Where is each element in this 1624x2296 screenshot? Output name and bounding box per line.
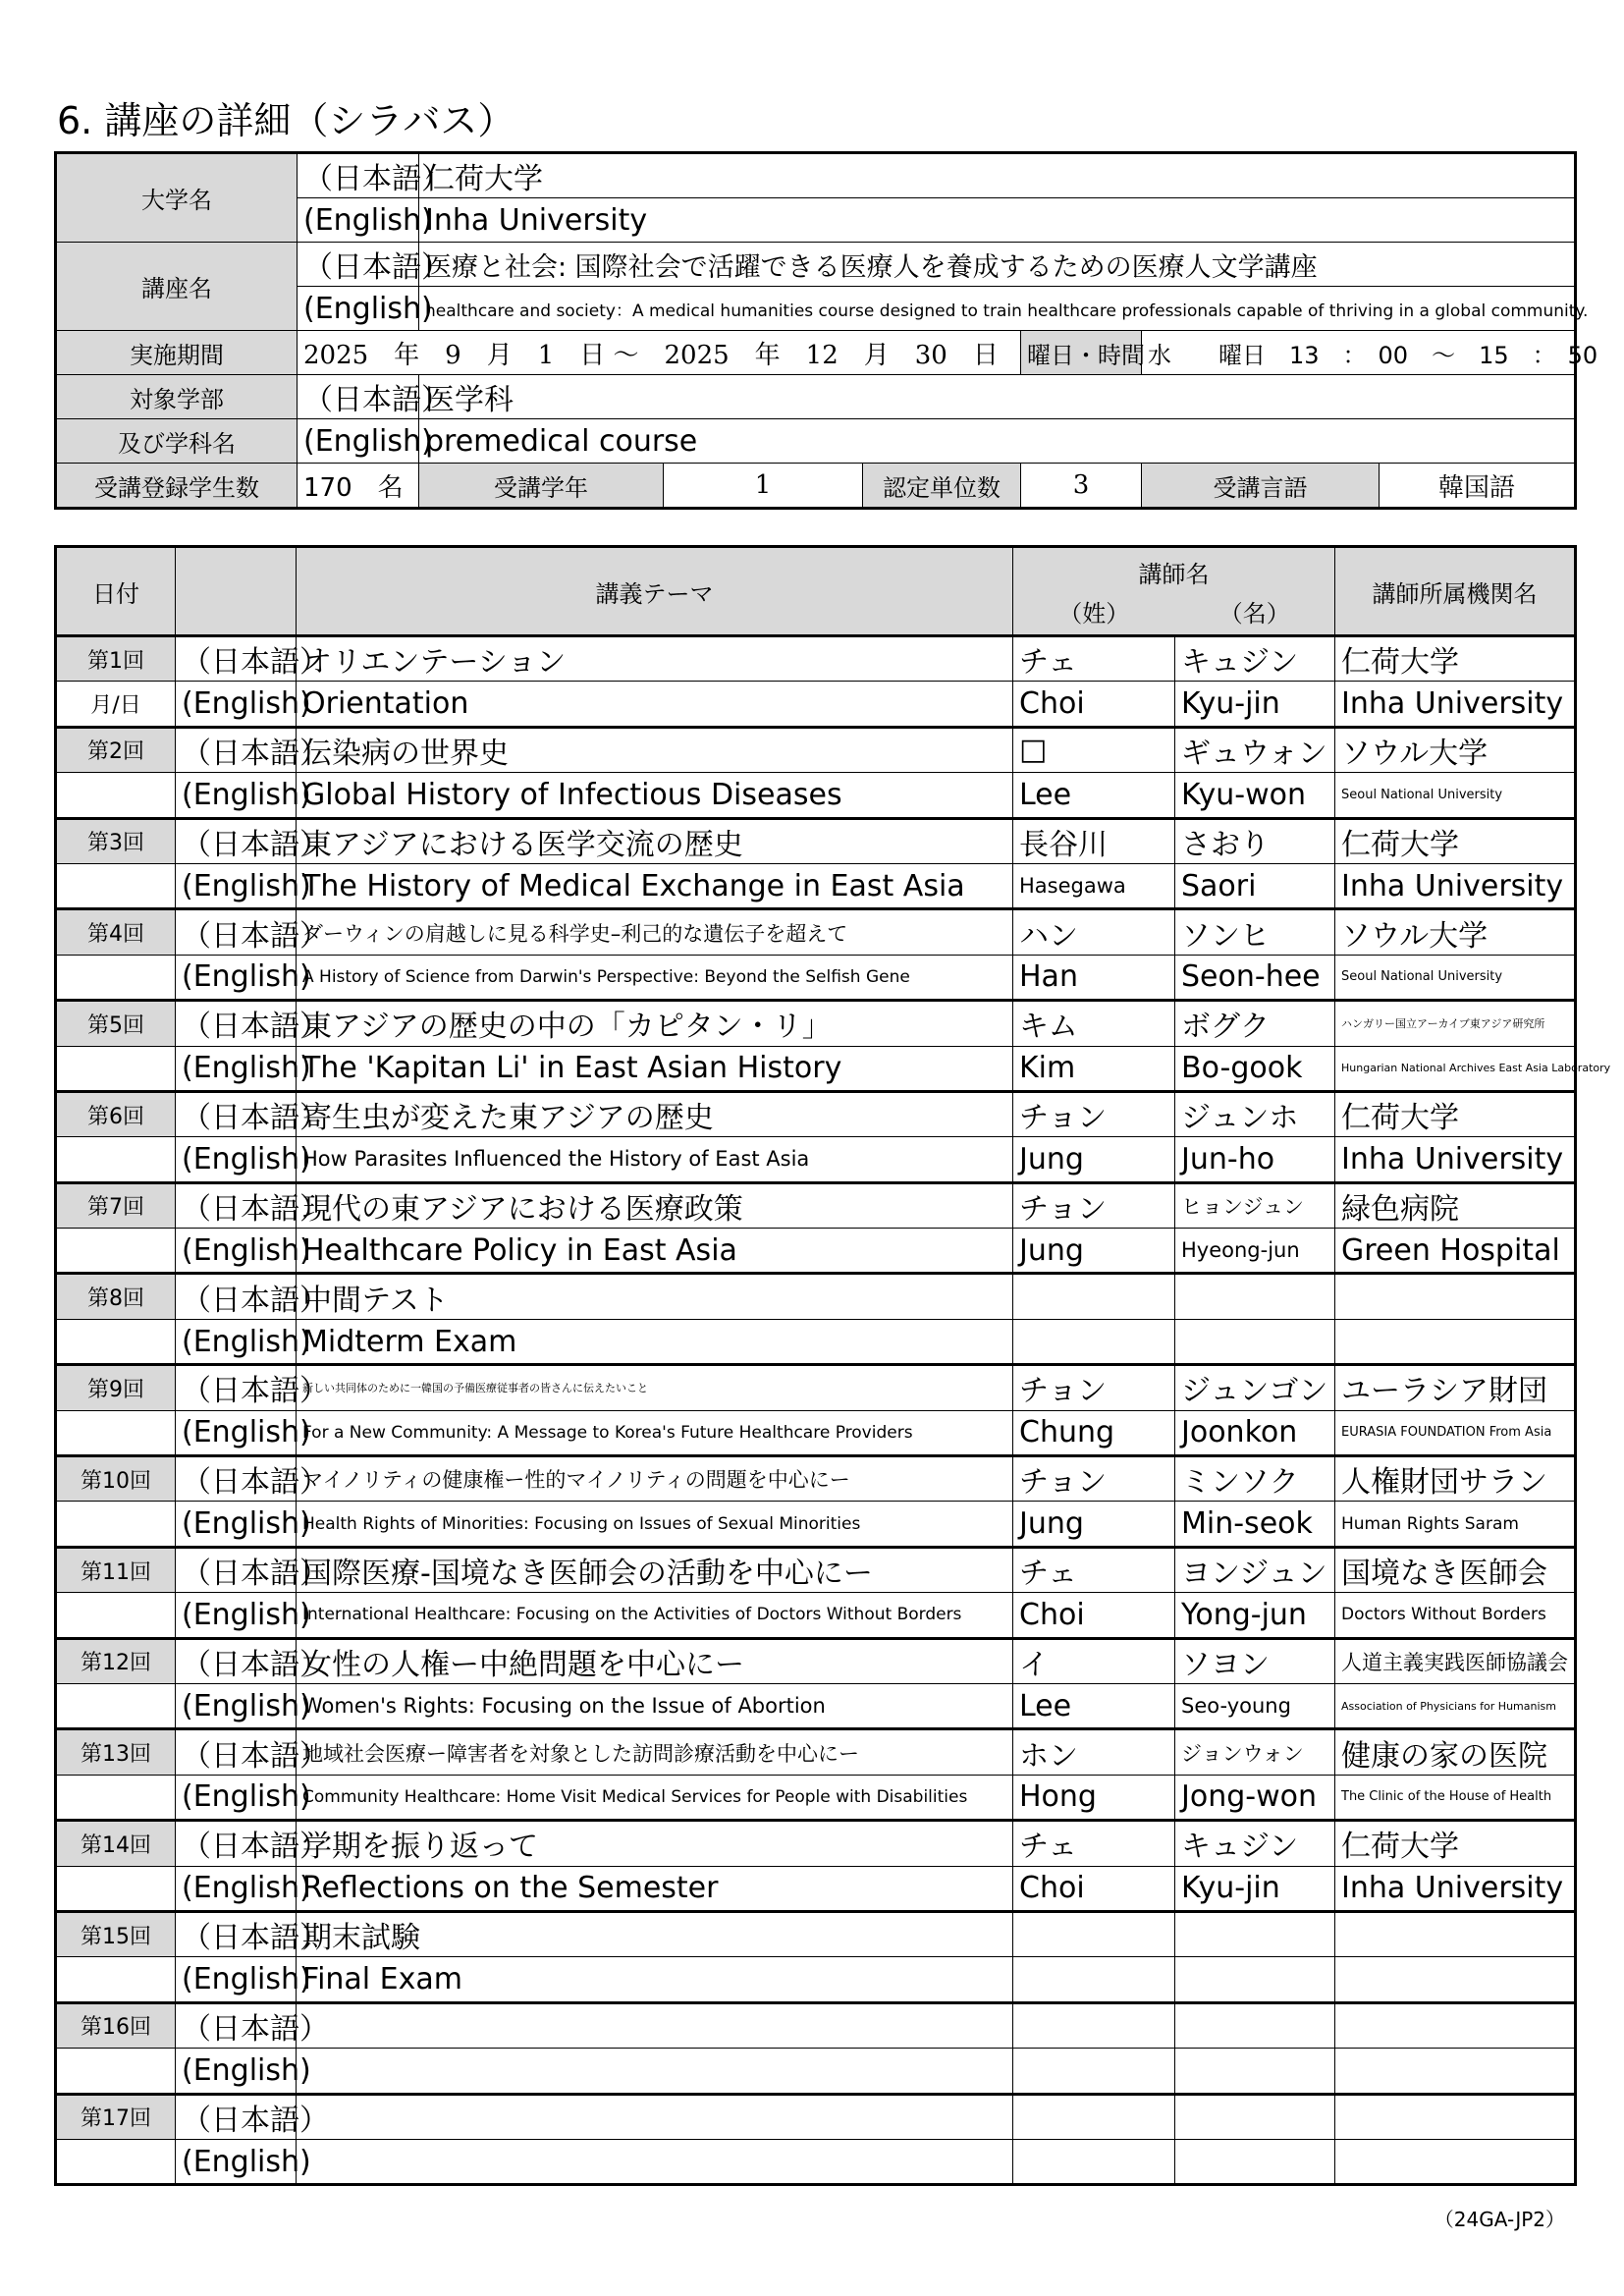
theme-ja: 地域社会医療ー障害者を対象とした訪問診療活動を中心にー bbox=[297, 1729, 1013, 1775]
month-day-blank bbox=[56, 773, 176, 818]
header-family-name: （姓） bbox=[1013, 589, 1175, 636]
header-blank bbox=[176, 547, 297, 636]
lang-ja: （日本語） bbox=[298, 375, 419, 419]
theme-ja: 期末試験 bbox=[297, 1911, 1013, 1956]
org-en bbox=[1335, 2049, 1576, 2094]
lecture-number: 第2回 bbox=[56, 727, 176, 772]
family-name-ja: チョン bbox=[1013, 1365, 1175, 1410]
org-en: Inha University bbox=[1335, 1137, 1576, 1182]
label-university: 大学名 bbox=[56, 153, 298, 243]
org-en: EURASIA FOUNDATION From Asia bbox=[1335, 1410, 1576, 1455]
lecture-number: 第3回 bbox=[56, 818, 176, 863]
university-ja: 仁荷大学 bbox=[419, 153, 1576, 198]
label-students: 受講登録学生数 bbox=[56, 464, 298, 509]
lecture-row-ja bbox=[56, 909, 1576, 955]
given-name-en: Jun-ho bbox=[1175, 1137, 1335, 1182]
month-day-blank bbox=[56, 863, 176, 908]
month-day-blank bbox=[56, 955, 176, 1000]
lecture-row-en bbox=[56, 1593, 1576, 1638]
lecture-number: 第17回 bbox=[56, 2094, 176, 2139]
lang-ja: （日本語） bbox=[176, 727, 297, 772]
given-name-en: Joonkon bbox=[1175, 1410, 1335, 1455]
lecture-row-ja bbox=[56, 2094, 1576, 2139]
grade-value: 1 bbox=[664, 464, 863, 509]
given-name-en bbox=[1175, 1957, 1335, 2002]
lecture-number: 第10回 bbox=[56, 1456, 176, 1502]
lang-en: (English) bbox=[176, 1410, 297, 1455]
month-day-blank bbox=[56, 1593, 176, 1638]
theme-en: Health Rights of Minorities: Focusing on Issues of Sexual Minorities bbox=[297, 1502, 1013, 1547]
header-date: 日付 bbox=[56, 547, 176, 636]
org-en: Inha University bbox=[1335, 863, 1576, 908]
org-en: Doctors Without Borders bbox=[1335, 1593, 1576, 1638]
lecture-number: 第9回 bbox=[56, 1365, 176, 1410]
lang-ja: （日本語） bbox=[176, 1729, 297, 1775]
family-name-ja: ホン bbox=[1013, 1729, 1175, 1775]
org-ja: 仁荷大学 bbox=[1335, 1821, 1576, 1866]
month-day-blank bbox=[56, 1866, 176, 1911]
org-ja: 人権財団サラン bbox=[1335, 1456, 1576, 1502]
lecture-row-ja bbox=[56, 1821, 1576, 1866]
lecture-row-ja bbox=[56, 636, 1576, 682]
family-name-en: Jung bbox=[1013, 1137, 1175, 1182]
family-name-en: Hasegawa bbox=[1013, 863, 1175, 908]
theme-en: Healthcare Policy in East Asia bbox=[297, 1229, 1013, 1274]
month-day-blank bbox=[56, 1319, 176, 1364]
lang-ja: （日本語） bbox=[176, 909, 297, 955]
lecture-row-en bbox=[56, 1957, 1576, 2002]
family-name-ja: チョン bbox=[1013, 1182, 1175, 1228]
lecture-row-en bbox=[56, 1775, 1576, 1820]
lecture-number: 第7回 bbox=[56, 1182, 176, 1228]
lang-en: (English) bbox=[176, 1593, 297, 1638]
family-name-en bbox=[1013, 1319, 1175, 1364]
family-name-en bbox=[1013, 1957, 1175, 2002]
lang-en: (English) bbox=[298, 419, 419, 464]
org-en: Inha University bbox=[1335, 1866, 1576, 1911]
family-name-ja: イ bbox=[1013, 1638, 1175, 1683]
lecture-row-ja bbox=[56, 1091, 1576, 1136]
theme-en: Orientation bbox=[297, 682, 1013, 727]
lecture-row-en bbox=[56, 1410, 1576, 1455]
family-name-ja: □ bbox=[1013, 727, 1175, 772]
lecture-row-en bbox=[56, 1502, 1576, 1547]
lecture-row-en bbox=[56, 2049, 1576, 2094]
lang-ja: （日本語） bbox=[176, 1274, 297, 1319]
month-day-blank bbox=[56, 2049, 176, 2094]
org-ja: 仁荷大学 bbox=[1335, 1091, 1576, 1136]
theme-ja: 東アジアの歴史の中の「カピタン・リ」 bbox=[297, 1001, 1013, 1046]
org-ja bbox=[1335, 1274, 1576, 1319]
given-name-ja: ジュンゴン bbox=[1175, 1365, 1335, 1410]
lang-ja: （日本語） bbox=[176, 1638, 297, 1683]
lecture-number: 第14回 bbox=[56, 1821, 176, 1866]
family-name-en: Han bbox=[1013, 955, 1175, 1000]
lang-en: (English) bbox=[176, 1683, 297, 1728]
org-ja bbox=[1335, 2094, 1576, 2139]
family-name-ja bbox=[1013, 2094, 1175, 2139]
lecture-row-ja bbox=[56, 1182, 1576, 1228]
university-en: Inha University bbox=[419, 198, 1576, 243]
family-name-en: Choi bbox=[1013, 1866, 1175, 1911]
schedule-table bbox=[54, 545, 1611, 2186]
theme-ja: 学期を振り返って bbox=[297, 1821, 1013, 1866]
lang-en: (English) bbox=[176, 1775, 297, 1820]
dept-en: premedical course bbox=[419, 419, 1576, 464]
given-name-en: Yong-jun bbox=[1175, 1593, 1335, 1638]
lang-ja: （日本語） bbox=[176, 1182, 297, 1228]
theme-ja: 新しい共同体のために一韓国の予備医療従事者の皆さんに伝えたいこと bbox=[297, 1365, 1013, 1410]
family-name-en bbox=[1013, 2139, 1175, 2184]
header-org: 講師所属機関名 bbox=[1335, 547, 1576, 636]
family-name-en: Kim bbox=[1013, 1046, 1175, 1091]
credits-value: 3 bbox=[1021, 464, 1142, 509]
course-info-table bbox=[54, 151, 1598, 510]
month-day-blank bbox=[56, 1957, 176, 2002]
family-name-ja: 長谷川 bbox=[1013, 818, 1175, 863]
lecture-row-ja bbox=[56, 2002, 1576, 2048]
theme-ja: 国際医療-国境なき医師会の活動を中心にー bbox=[297, 1547, 1013, 1592]
org-en: Seoul National University bbox=[1335, 955, 1576, 1000]
theme-en bbox=[297, 2049, 1013, 2094]
given-name-ja: さおり bbox=[1175, 818, 1335, 863]
org-ja: 人道主義実践医師協議会 bbox=[1335, 1638, 1576, 1683]
label-period: 実施期間 bbox=[56, 331, 298, 375]
theme-en: Global History of Infectious Diseases bbox=[297, 773, 1013, 818]
given-name-en: Seo-young bbox=[1175, 1683, 1335, 1728]
month-day-blank bbox=[56, 1137, 176, 1182]
org-en bbox=[1335, 1957, 1576, 2002]
lecture-row-en bbox=[56, 955, 1576, 1000]
given-name-ja: キュジン bbox=[1175, 1821, 1335, 1866]
theme-ja: ダーウィンの肩越しに見る科学史–利己的な遺伝子を超えて bbox=[297, 909, 1013, 955]
family-name-ja: チェ bbox=[1013, 1821, 1175, 1866]
lang-en: (English) bbox=[176, 1957, 297, 2002]
lecture-row-en bbox=[56, 1319, 1576, 1364]
org-en: Human Rights Saram bbox=[1335, 1502, 1576, 1547]
family-name-ja bbox=[1013, 2002, 1175, 2048]
month-day-blank bbox=[56, 1046, 176, 1091]
lang-en: (English) bbox=[176, 1229, 297, 1274]
family-name-ja bbox=[1013, 1274, 1175, 1319]
org-en: Association of Physicians for Humanism bbox=[1335, 1683, 1576, 1728]
students-value: 170 名 bbox=[298, 464, 419, 509]
org-en: Inha University bbox=[1335, 682, 1576, 727]
family-name-ja: チョン bbox=[1013, 1091, 1175, 1136]
page-title: 6. 講座の詳細（シラバス） bbox=[57, 99, 515, 142]
given-name-en: Seon-hee bbox=[1175, 955, 1335, 1000]
lecture-row-ja bbox=[56, 1274, 1576, 1319]
given-name-en: Kyu-jin bbox=[1175, 682, 1335, 727]
theme-ja: 東アジアにおける医学交流の歴史 bbox=[297, 818, 1013, 863]
header-given-name: （名） bbox=[1175, 589, 1335, 636]
lecture-row-en bbox=[56, 1046, 1576, 1091]
lecture-row-ja bbox=[56, 1456, 1576, 1502]
org-en: Green Hospital bbox=[1335, 1229, 1576, 1274]
theme-en: How Parasites Influenced the History of East Asia bbox=[297, 1137, 1013, 1182]
given-name-en: Hyeong-jun bbox=[1175, 1229, 1335, 1274]
lecture-row-ja bbox=[56, 727, 1576, 772]
label-dept-2: 及び学科名 bbox=[56, 419, 298, 464]
org-ja: ハンガリー国立アーカイブ東アジア研究所 bbox=[1335, 1001, 1576, 1046]
period-value: 2025 年 9 月 1 日 ～ 2025 年 12 月 30 日 bbox=[298, 331, 1021, 375]
given-name-ja: ヨンジュン bbox=[1175, 1547, 1335, 1592]
given-name-en: Jong-won bbox=[1175, 1775, 1335, 1820]
theme-ja: 女性の人権ー中絶問題を中心にー bbox=[297, 1638, 1013, 1683]
lecture-row-ja bbox=[56, 1729, 1576, 1775]
month-day: 月/日 bbox=[56, 682, 176, 727]
family-name-ja: チョン bbox=[1013, 1456, 1175, 1502]
month-day-blank bbox=[56, 1229, 176, 1274]
lang-en: (English) bbox=[176, 1502, 297, 1547]
given-name-en: Bo-gook bbox=[1175, 1046, 1335, 1091]
lecture-row-en bbox=[56, 863, 1576, 908]
lang-en: (English) bbox=[176, 773, 297, 818]
lecture-number: 第6回 bbox=[56, 1091, 176, 1136]
theme-ja: オリエンテーション bbox=[297, 636, 1013, 682]
course-en: healthcare and society：A medical humanities course designed to train healthcare professionals capable of thriving in a global community. bbox=[419, 287, 1576, 331]
org-ja: 健康の家の医院 bbox=[1335, 1729, 1576, 1775]
label-credits: 認定単位数 bbox=[863, 464, 1021, 509]
family-name-en: Jung bbox=[1013, 1229, 1175, 1274]
given-name-ja: ソンヒ bbox=[1175, 909, 1335, 955]
header-lecturer: 講師名 bbox=[1013, 547, 1335, 589]
given-name-en: Kyu-jin bbox=[1175, 1866, 1335, 1911]
lang-en: (English) bbox=[176, 1866, 297, 1911]
lecture-row-en bbox=[56, 1229, 1576, 1274]
theme-ja bbox=[297, 2094, 1013, 2139]
family-name-en: Jung bbox=[1013, 1502, 1175, 1547]
lang-ja: （日本語） bbox=[298, 153, 419, 198]
theme-en: Women's Rights: Focusing on the Issue of Abortion bbox=[297, 1683, 1013, 1728]
given-name-ja: ジュンホ bbox=[1175, 1091, 1335, 1136]
lecture-row-ja bbox=[56, 1547, 1576, 1592]
theme-ja: 現代の東アジアにおける医療政策 bbox=[297, 1182, 1013, 1228]
lang-ja: （日本語） bbox=[176, 2094, 297, 2139]
org-ja: ユーラシア財団 bbox=[1335, 1365, 1576, 1410]
org-ja: 緑色病院 bbox=[1335, 1182, 1576, 1228]
theme-ja: 寄生虫が変えた東アジアの歴史 bbox=[297, 1091, 1013, 1136]
family-name-en: Lee bbox=[1013, 773, 1175, 818]
given-name-ja: ミンソク bbox=[1175, 1456, 1335, 1502]
lang-en: (English) bbox=[176, 1137, 297, 1182]
org-en bbox=[1335, 1319, 1576, 1364]
family-name-ja: チェ bbox=[1013, 636, 1175, 682]
header-theme: 講義テーマ bbox=[297, 547, 1013, 636]
theme-en: The 'Kapitan Li' in East Asian History bbox=[297, 1046, 1013, 1091]
family-name-ja: ハン bbox=[1013, 909, 1175, 955]
theme-en: Midterm Exam bbox=[297, 1319, 1013, 1364]
given-name-ja: ジョンウォン bbox=[1175, 1729, 1335, 1775]
org-ja: ソウル大学 bbox=[1335, 909, 1576, 955]
theme-en: Community Healthcare: Home Visit Medical Services for People with Disabilities bbox=[297, 1775, 1013, 1820]
lang-ja: （日本語） bbox=[176, 1456, 297, 1502]
theme-en: International Healthcare: Focusing on the Activities of Doctors Without Borders bbox=[297, 1593, 1013, 1638]
schedule-body bbox=[56, 636, 1611, 2185]
org-ja: 国境なき医師会 bbox=[1335, 1547, 1576, 1592]
lang-en: (English) bbox=[176, 863, 297, 908]
lecture-number: 第8回 bbox=[56, 1274, 176, 1319]
family-name-ja: チェ bbox=[1013, 1547, 1175, 1592]
org-en bbox=[1335, 2139, 1576, 2184]
lang-ja: （日本語） bbox=[176, 636, 297, 682]
lecture-number: 第11回 bbox=[56, 1547, 176, 1592]
family-name-ja: キム bbox=[1013, 1001, 1175, 1046]
given-name-en: Min-seok bbox=[1175, 1502, 1335, 1547]
label-dept-1: 対象学部 bbox=[56, 375, 298, 419]
theme-en: A History of Science from Darwin's Perspective: Beyond the Selfish Gene bbox=[297, 955, 1013, 1000]
family-name-ja bbox=[1013, 1911, 1175, 1956]
given-name-en: Saori bbox=[1175, 863, 1335, 908]
given-name-ja bbox=[1175, 1274, 1335, 1319]
org-en: The Clinic of the House of Health bbox=[1335, 1775, 1576, 1820]
lecture-number: 第5回 bbox=[56, 1001, 176, 1046]
label-day-time: 曜日・時間 bbox=[1021, 331, 1142, 375]
lang-ja: （日本語） bbox=[176, 2002, 297, 2048]
lang-ja: （日本語） bbox=[176, 1091, 297, 1136]
lecture-row-en bbox=[56, 2139, 1576, 2184]
theme-ja: 中間テスト bbox=[297, 1274, 1013, 1319]
lang-ja: （日本語） bbox=[176, 1911, 297, 1956]
lecture-row-en bbox=[56, 1683, 1576, 1728]
language-value: 韓国語 bbox=[1380, 464, 1576, 509]
lang-en: (English) bbox=[176, 1319, 297, 1364]
lang-en: (English) bbox=[176, 2049, 297, 2094]
theme-en: For a New Community: A Message to Korea's Future Healthcare Providers bbox=[297, 1410, 1013, 1455]
given-name-en bbox=[1175, 1319, 1335, 1364]
given-name-ja: ギュウォン bbox=[1175, 727, 1335, 772]
month-day-blank bbox=[56, 2139, 176, 2184]
lang-en: (English) bbox=[176, 1046, 297, 1091]
org-en: Seoul National University bbox=[1335, 773, 1576, 818]
lecture-row-en bbox=[56, 773, 1576, 818]
family-name-en bbox=[1013, 2049, 1175, 2094]
given-name-en: Kyu-won bbox=[1175, 773, 1335, 818]
label-course: 講座名 bbox=[56, 243, 298, 331]
dept-ja: 医学科 bbox=[419, 375, 1576, 419]
lecture-number: 第12回 bbox=[56, 1638, 176, 1683]
lang-ja: （日本語） bbox=[176, 1547, 297, 1592]
given-name-ja bbox=[1175, 1911, 1335, 1956]
lang-ja: （日本語） bbox=[176, 1365, 297, 1410]
org-ja bbox=[1335, 1911, 1576, 1956]
lang-ja: （日本語） bbox=[298, 243, 419, 287]
label-grade: 受講学年 bbox=[419, 464, 664, 509]
lecture-row-ja bbox=[56, 1001, 1576, 1046]
lecture-row-en bbox=[56, 682, 1576, 727]
theme-ja bbox=[297, 2002, 1013, 2048]
month-day-blank bbox=[56, 1502, 176, 1547]
family-name-en: Lee bbox=[1013, 1683, 1175, 1728]
family-name-en: Choi bbox=[1013, 1593, 1175, 1638]
given-name-ja bbox=[1175, 2094, 1335, 2139]
org-en: Hungarian National Archives East Asia Laboratory bbox=[1335, 1046, 1576, 1091]
lang-en: (English) bbox=[176, 955, 297, 1000]
lang-ja: （日本語） bbox=[176, 818, 297, 863]
month-day-blank bbox=[56, 1683, 176, 1728]
lang-en: (English) bbox=[176, 682, 297, 727]
lang-en: (English) bbox=[298, 198, 419, 243]
day-time-value: 水 曜日 13 ： 00 ～ 15 ： 50 bbox=[1142, 331, 1576, 375]
org-ja bbox=[1335, 2002, 1576, 2048]
org-ja: 仁荷大学 bbox=[1335, 636, 1576, 682]
lecture-row-ja bbox=[56, 818, 1576, 863]
org-ja: ソウル大学 bbox=[1335, 727, 1576, 772]
given-name-ja: ヒョンジュン bbox=[1175, 1182, 1335, 1228]
lecture-number: 第16回 bbox=[56, 2002, 176, 2048]
month-day-blank bbox=[56, 1775, 176, 1820]
lecture-number: 第15回 bbox=[56, 1911, 176, 1956]
lang-en: (English) bbox=[298, 287, 419, 331]
given-name-ja: キュジン bbox=[1175, 636, 1335, 682]
org-ja: 仁荷大学 bbox=[1335, 818, 1576, 863]
theme-ja: マイノリティの健康権ー性的マイノリティの問題を中心にー bbox=[297, 1456, 1013, 1502]
given-name-en bbox=[1175, 2139, 1335, 2184]
theme-en: Reflections on the Semester bbox=[297, 1866, 1013, 1911]
lecture-row-en bbox=[56, 1866, 1576, 1911]
given-name-ja: ソヨン bbox=[1175, 1638, 1335, 1683]
lang-en: (English) bbox=[176, 2139, 297, 2184]
lecture-number: 第1回 bbox=[56, 636, 176, 682]
lecture-row-en bbox=[56, 1137, 1576, 1182]
theme-en: The History of Medical Exchange in East Asia bbox=[297, 863, 1013, 908]
lecture-row-ja bbox=[56, 1365, 1576, 1410]
given-name-en bbox=[1175, 2049, 1335, 2094]
given-name-ja bbox=[1175, 2002, 1335, 2048]
theme-en: Final Exam bbox=[297, 1957, 1013, 2002]
course-ja: 医療と社会: 国際社会で活躍できる医療人を養成するための医療人文学講座 bbox=[419, 243, 1576, 287]
lang-ja: （日本語） bbox=[176, 1821, 297, 1866]
lecture-row-ja bbox=[56, 1638, 1576, 1683]
lang-ja: （日本語） bbox=[176, 1001, 297, 1046]
lecture-number: 第13回 bbox=[56, 1729, 176, 1775]
label-language: 受講言語 bbox=[1142, 464, 1380, 509]
month-day-blank bbox=[56, 1410, 176, 1455]
given-name-ja: ボグク bbox=[1175, 1001, 1335, 1046]
theme-ja: 伝染病の世界史 bbox=[297, 727, 1013, 772]
lecture-number: 第4回 bbox=[56, 909, 176, 955]
family-name-en: Chung bbox=[1013, 1410, 1175, 1455]
lecture-row-ja bbox=[56, 1911, 1576, 1956]
family-name-en: Hong bbox=[1013, 1775, 1175, 1820]
document-code: （24GA-JP2） bbox=[1434, 2208, 1565, 2231]
family-name-en: Choi bbox=[1013, 682, 1175, 727]
theme-en bbox=[297, 2139, 1013, 2184]
